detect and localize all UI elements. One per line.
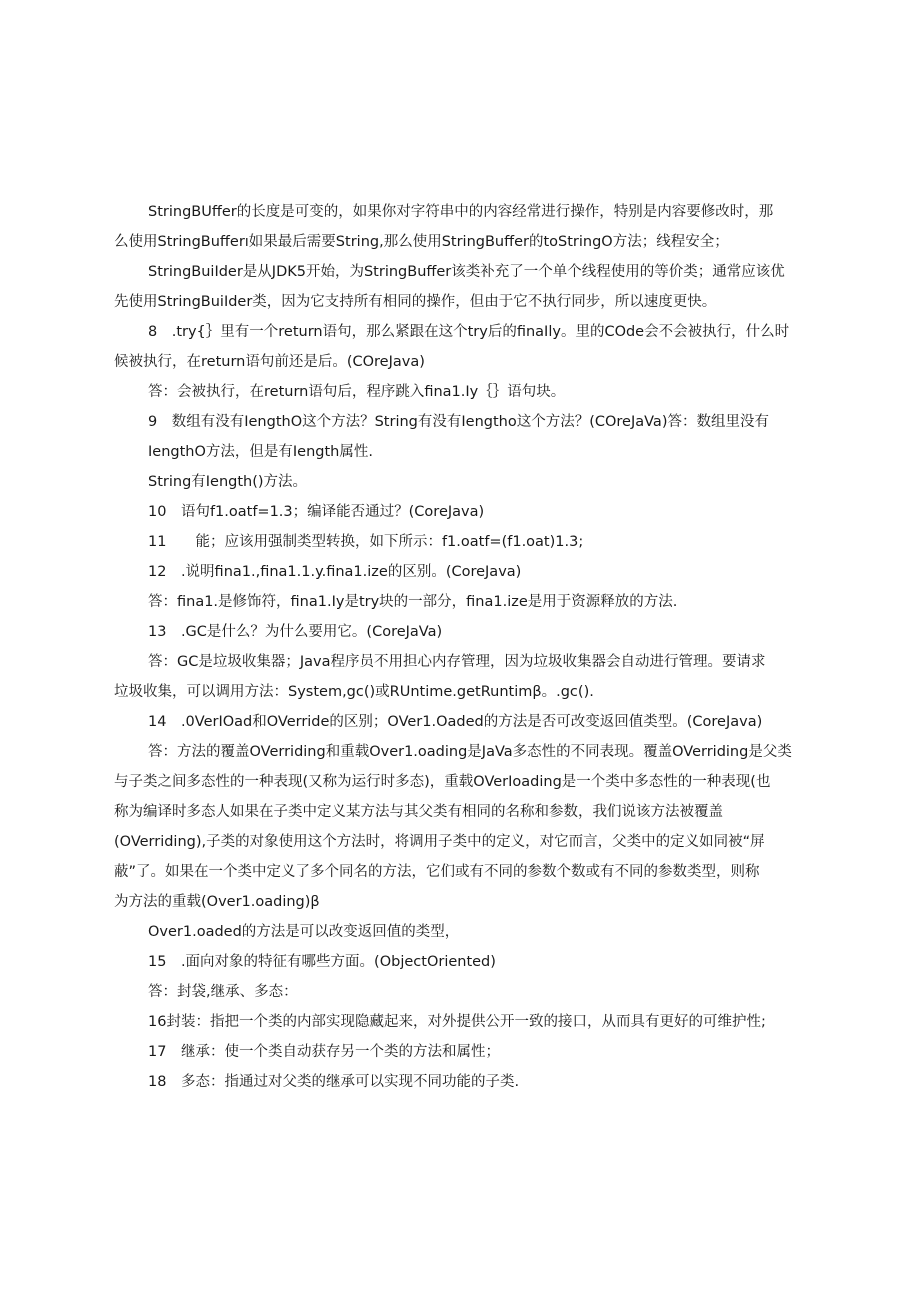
paragraph-line: StringBuiIder是从JDK5开始，为StringBuffer该类补充了一个单个线程使用的等价类；通常应该优 [148, 264, 785, 280]
answer-line: (OVerriding),子类的对象使用这个方法时，将调用子类中的定义，对它而言，父类中的定义如同被“屏 [114, 834, 765, 850]
list-item: 16封装：指把一个类的内部实现隐藏起来，对外提供公开一致的接口，从而具有更好的可维护性; [148, 1014, 766, 1030]
question-line: 15 .面向对象的特征有哪些方面。(ObjectOriented) [148, 954, 496, 970]
answer-line: 答：GC是垃圾收集器；Java程序员不用担心内存管理，因为垃圾收集器会自动进行管理。要请求 [148, 654, 766, 670]
answer-line: 为方法的重载(Over1.oading)β [114, 894, 320, 910]
answer-line: 称为编译时多态人如果在子类中定义某方法与其父类有相同的名称和参数，我们说该方法被覆盖 [114, 804, 723, 820]
list-item: 17 继承：使一个类自动获存另一个类的方法和属性； [148, 1044, 500, 1060]
paragraph-line: StringBUffer的长度是可变的，如果你对字符串中的内容经常进行操作，特别是内容要修改时，那 [148, 204, 774, 220]
answer-line: 答：fina1.是修饰符，fina1.Iy是try块的一部分，fina1.ize是用于资源释放的方法. [148, 594, 678, 610]
answer-line: 答：会被执行，在return语句后，程序跳入fina1.Iy｛｝语句块。 [148, 384, 566, 400]
document-body [114, 197, 814, 1097]
question-line: 8 .try{｝里有一个return语句，那么紧跟在这个try后的finaIly。里的COde会不会被执行，什么时 [148, 324, 790, 340]
answer-line: 答：方法的覆盖OVerriding和重载Over1.oading是JaVa多态性的不同表现。覆盖OVerriding是父类 [148, 744, 792, 760]
answer-line: Over1.oaded的方法是可以改变返回值的类型， [148, 924, 460, 940]
question-line: 候被执行，在return语句前还是后。(COreJava) [114, 354, 425, 370]
question-line: 14 .0VerIOad和OVerride的区别；OVer1.Oaded的方法是否可改变返回值类型。(CoreJava) [148, 714, 763, 730]
answer-line: IengthO方法，但是有Iength属性. [148, 444, 373, 460]
answer-line: 垃圾收集，可以调用方法：System,gc()或RUntime.getRuntimβ。.gc(). [114, 684, 594, 700]
answer-line: String有Iength()方法。 [148, 474, 308, 490]
answer-line: 11 能；应该用强制类型转换，如下所示：f1.oatf=(f1.oat)1.3; [148, 534, 584, 550]
list-item: 18 多态：指通过对父类的继承可以实现不同功能的子类. [148, 1074, 520, 1090]
answer-line: 蔽”了。如果在一个类中定义了多个同名的方法，它们或有不同的参数个数或有不同的参数类型，则称 [114, 864, 760, 880]
answer-line: 答：封袋,继承、多态： [148, 984, 298, 1000]
question-line: 13 .GC是什么？为什么要用它。(CoreJaVa) [148, 624, 443, 640]
question-line: 9 数组有没有IengthO这个方法？String有没有Iengtho这个方法？(COreJaVa)答：数组里没有 [148, 414, 769, 430]
paragraph-line: 么使用StringBufferı如果最后需要String,那么使用StringBuffer的toStringO方法；线程安全； [114, 234, 729, 250]
paragraph-line: 先使用StringBuiIder类，因为它支持所有相同的操作，但由于它不执行同步，所以速度更快。 [114, 294, 717, 310]
question-line: 10 语句f1.oatf=1.3；编译能否通过？(CoreJava) [148, 504, 485, 520]
question-line: 12 .说明fina1.,fina1.1.y.fina1.ize的区别。(CoreJava) [148, 564, 522, 580]
answer-line: 与子类之间多态性的一种表现(又称为运行时多态)，重载OVerIoading是一个类中多态性的一种表现(也 [114, 774, 771, 790]
